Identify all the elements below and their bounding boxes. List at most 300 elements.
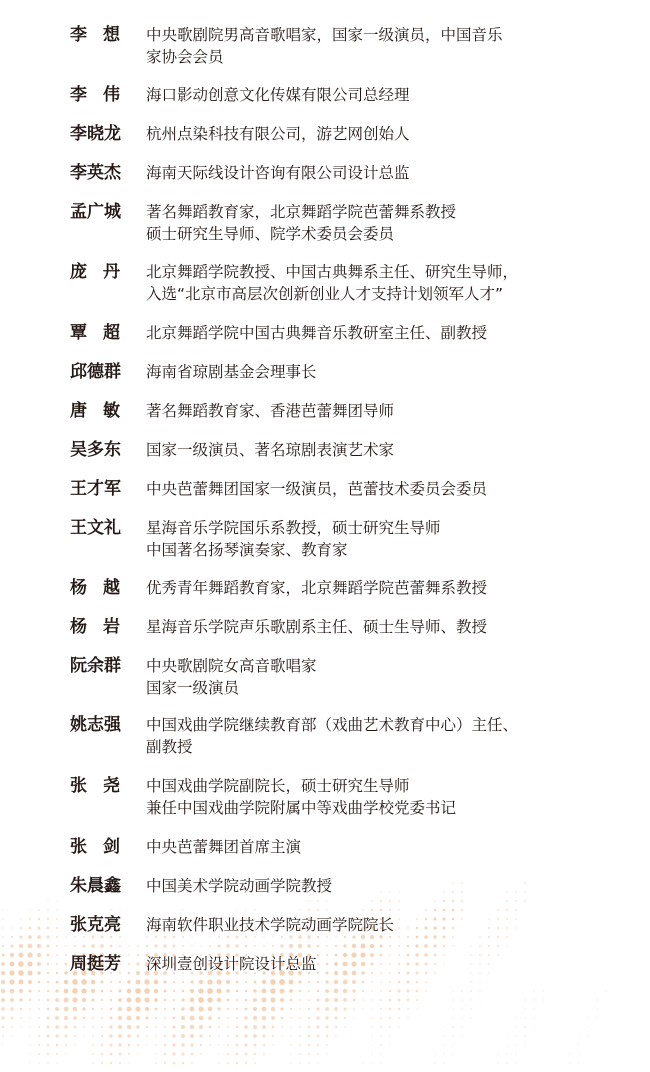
decorative-dot: [218, 1035, 219, 1036]
decorative-dot: [272, 1035, 274, 1037]
decorative-dot: [55, 998, 59, 1002]
decorative-dot: [497, 1062, 498, 1063]
decorative-dot: [72, 988, 78, 994]
decorative-dot: [407, 936, 409, 938]
decorative-dot: [271, 1007, 275, 1011]
decorative-dot: [371, 1017, 372, 1018]
decorative-dot: [164, 1017, 166, 1019]
member-name: 王文礼: [70, 518, 121, 538]
decorative-dot: [137, 1044, 139, 1046]
decorative-dot: [281, 936, 283, 938]
decorative-dot: [371, 1035, 372, 1036]
decorative-dot: [19, 989, 23, 993]
decorative-dot: [272, 945, 274, 947]
description-line: 著名舞蹈教育家、香港芭蕾舞团导师: [146, 402, 395, 420]
decorative-dot: [37, 953, 41, 957]
decorative-dot: [407, 1008, 409, 1010]
decorative-dot: [524, 1017, 526, 1019]
decorative-dot: [290, 999, 293, 1002]
decorative-dot: [298, 944, 302, 948]
member-description: [146, 24, 586, 68]
decorative-dot: [452, 1035, 454, 1037]
decorative-dot: [452, 1017, 453, 1018]
decorative-dot: [254, 1062, 256, 1064]
decorative-dot: [227, 1062, 229, 1064]
decorative-dot: [155, 1026, 157, 1028]
decorative-dot: [155, 936, 157, 938]
decorative-dot: [74, 936, 75, 937]
decorative-dot: [262, 1025, 266, 1029]
decorative-dot: [199, 1025, 203, 1029]
decorative-dot: [100, 944, 104, 948]
decorative-dot: [587, 1026, 588, 1027]
decorative-dot: [524, 1008, 525, 1009]
decorative-dot: [299, 1044, 301, 1046]
decorative-dot: [91, 980, 96, 985]
decorative-dot: [343, 980, 348, 985]
decorative-dot: [110, 909, 111, 910]
decorative-dot: [236, 990, 238, 992]
decorative-dot: [155, 1008, 158, 1011]
decorative-dot: [244, 1016, 247, 1019]
decorative-dot: [299, 909, 300, 910]
decorative-dot: [164, 990, 167, 993]
decorative-dot: [182, 981, 184, 983]
decorative-dot: [146, 945, 148, 947]
member-description: [146, 836, 586, 858]
decorative-dot: [72, 979, 78, 985]
decorative-dot: [371, 1062, 373, 1064]
decorative-dot: [254, 909, 255, 910]
decorative-dot: [38, 1008, 40, 1010]
decorative-dot: [515, 1053, 516, 1054]
decorative-dot: [55, 1025, 59, 1029]
decorative-dot: [47, 909, 49, 911]
decorative-dot: [217, 998, 221, 1002]
decorative-dot: [146, 1044, 147, 1045]
decorative-dot: [172, 1043, 175, 1046]
decorative-dot: [461, 999, 463, 1001]
member-name: 李想: [70, 25, 136, 45]
decorative-dot: [2, 1035, 4, 1037]
decorative-dot: [47, 918, 49, 920]
decorative-dot: [262, 1016, 266, 1020]
decorative-dot: [226, 980, 230, 984]
decorative-dot: [127, 989, 132, 994]
decorative-dot: [227, 1026, 229, 1028]
decorative-dot: [164, 999, 166, 1001]
decorative-dot: [270, 988, 276, 994]
decorative-dot: [461, 1017, 463, 1019]
decorative-dot: [74, 1044, 75, 1045]
decorative-dot: [380, 909, 382, 911]
decorative-dot: [578, 1035, 579, 1036]
decorative-dot: [65, 963, 68, 966]
decorative-dot: [334, 989, 339, 994]
description-line: 著名舞蹈教育家，北京舞蹈学院芭蕾舞系教授: [146, 203, 457, 221]
decorative-dot: [92, 1044, 94, 1046]
decorative-dot: [173, 936, 176, 939]
decorative-dot: [353, 999, 356, 1002]
decorative-dot: [371, 900, 373, 902]
decorative-dot: [73, 1007, 77, 1011]
decorative-dot: [389, 1035, 391, 1037]
decorative-dot: [470, 1008, 471, 1009]
decorative-dot: [81, 979, 87, 985]
decorative-dot: [344, 1008, 347, 1011]
decorative-dot: [146, 1026, 148, 1028]
decorative-dot: [443, 1035, 444, 1036]
member-description: [146, 655, 586, 699]
decorative-dot: [128, 945, 129, 946]
decorative-dot: [352, 944, 357, 949]
decorative-dot: [398, 1017, 400, 1019]
decorative-dot: [317, 1062, 318, 1063]
decorative-dot: [38, 1035, 40, 1037]
member-name: 李晓龙: [70, 124, 121, 144]
member-name: 杨越: [70, 578, 136, 598]
decorative-dot: [362, 990, 364, 992]
decorative-dot: [308, 1017, 310, 1019]
decorative-dot: [136, 1025, 140, 1029]
decorative-dot: [461, 1026, 462, 1027]
decorative-dot: [227, 999, 230, 1002]
decorative-dot: [254, 981, 257, 984]
decorative-dot: [18, 979, 23, 984]
description-line: 中国美术学院动画学院教授: [146, 877, 333, 895]
decorative-dot: [218, 1062, 219, 1063]
decorative-dot: [308, 1053, 310, 1055]
decorative-dot: [443, 900, 445, 902]
decorative-dot: [137, 1035, 140, 1038]
member-description: [146, 478, 586, 500]
decorative-dot: [325, 1025, 328, 1028]
decorative-dot: [38, 999, 40, 1001]
decorative-dot: [218, 936, 220, 938]
decorative-dot: [316, 1016, 319, 1019]
decorative-dot: [299, 999, 301, 1001]
decorative-dot: [56, 909, 58, 911]
member-description: [146, 361, 586, 383]
decorative-dot: [56, 972, 58, 974]
decorative-dot: [190, 998, 195, 1003]
decorative-dot: [398, 936, 400, 938]
decorative-dot: [19, 944, 23, 948]
decorative-dot: [181, 998, 184, 1001]
decorative-dot: [326, 900, 327, 901]
decorative-dot: [334, 1016, 337, 1019]
decorative-dot: [154, 998, 158, 1002]
decorative-dot: [290, 1044, 291, 1045]
decorative-dot: [172, 944, 175, 947]
decorative-dot: [155, 1062, 157, 1064]
decorative-dot: [208, 1007, 213, 1012]
decorative-dot: [83, 1017, 85, 1019]
decorative-dot: [461, 990, 463, 992]
decorative-dot: [18, 961, 24, 967]
decorative-dot: [398, 1026, 400, 1028]
decorative-dot: [317, 990, 319, 992]
decorative-dot: [479, 999, 480, 1000]
decorative-dot: [190, 1016, 195, 1021]
decorative-dot: [515, 1044, 516, 1045]
decorative-dot: [244, 1034, 248, 1038]
decorative-dot: [137, 1053, 138, 1054]
description-line: 海口影动创意文化传媒有限公司总经理: [146, 86, 410, 104]
decorative-dot: [371, 999, 372, 1000]
decorative-dot: [443, 945, 445, 947]
decorative-dot: [11, 1017, 14, 1020]
decorative-dot: [209, 1044, 210, 1045]
decorative-dot: [343, 989, 347, 993]
decorative-dot: [434, 909, 436, 911]
decorative-dot: [434, 1062, 435, 1063]
decorative-dot: [587, 1035, 588, 1036]
decorative-dot: [128, 1053, 130, 1055]
decorative-dot: [11, 1026, 13, 1028]
decorative-dot: [127, 1025, 131, 1029]
decorative-dot: [144, 988, 150, 994]
decorative-dot: [199, 1016, 204, 1021]
decorative-dot: [145, 1016, 148, 1019]
decorative-dot: [182, 909, 183, 910]
decorative-dot: [263, 945, 264, 946]
decorative-dot: [371, 1026, 372, 1027]
decorative-dot: [164, 1026, 166, 1028]
decorative-dot: [190, 1034, 194, 1038]
decorative-dot: [64, 980, 68, 984]
decorative-dot: [452, 999, 453, 1000]
decorative-dot: [245, 981, 247, 983]
decorative-dot: [326, 1044, 328, 1046]
decorative-dot: [191, 1053, 193, 1055]
decorative-dot: [308, 909, 310, 911]
decorative-dot: [452, 1026, 453, 1027]
decorative-dot: [389, 1017, 391, 1019]
decorative-dot: [398, 999, 401, 1002]
decorative-dot: [173, 990, 175, 992]
decorative-dot: [343, 944, 346, 947]
member-name: 王才军: [70, 479, 121, 499]
decorative-dot: [254, 936, 256, 938]
decorative-dot: [28, 971, 33, 976]
member-description: [146, 439, 586, 461]
decorative-dot: [290, 1062, 291, 1063]
decorative-dot: [398, 945, 400, 947]
decorative-dot: [379, 944, 382, 947]
decorative-dot: [200, 1044, 202, 1046]
decorative-dot: [110, 1053, 113, 1056]
decorative-dot: [307, 944, 311, 948]
decorative-dot: [497, 909, 498, 910]
decorative-dot: [155, 1044, 156, 1045]
decorative-dot: [191, 945, 192, 946]
decorative-dot: [198, 997, 204, 1003]
description-line: 硕士研究生导师、院学术委员会委员: [146, 225, 395, 243]
decorative-dot: [515, 1017, 516, 1018]
decorative-dot: [65, 945, 67, 947]
decorative-dot: [533, 1008, 534, 1009]
decorative-dot: [55, 1007, 59, 1011]
decorative-dot: [47, 1017, 50, 1020]
decorative-dot: [443, 1044, 444, 1045]
decorative-dot: [172, 1034, 175, 1037]
decorative-dot: [245, 1062, 247, 1064]
decorative-dot: [236, 1062, 239, 1065]
decorative-dot: [127, 1034, 131, 1038]
decorative-dot: [118, 1043, 121, 1046]
decorative-dot: [1, 980, 5, 984]
decorative-dot: [56, 945, 58, 947]
decorative-dot: [533, 1026, 534, 1027]
decorative-dot: [578, 1062, 579, 1063]
decorative-dot: [335, 1026, 337, 1028]
decorative-dot: [190, 989, 194, 993]
decorative-dot: [227, 1053, 229, 1055]
decorative-dot: [1, 998, 5, 1002]
decorative-dot: [380, 900, 382, 902]
description-line: 兼任中国戏曲学院附属中等戏曲学校党委书记: [146, 799, 457, 817]
decorative-dot: [92, 1062, 94, 1064]
decorative-dot: [370, 944, 374, 948]
decorative-dot: [308, 1062, 310, 1064]
decorative-dot: [335, 936, 336, 937]
decorative-dot: [216, 988, 221, 993]
decorative-dot: [317, 1053, 319, 1055]
decorative-dot: [209, 1026, 212, 1029]
decorative-dot: [443, 1062, 444, 1063]
decorative-dot: [506, 1053, 507, 1054]
description-line: 国家一级演员: [146, 679, 240, 697]
decorative-dot: [128, 1062, 129, 1063]
decorative-dot: [227, 1044, 229, 1046]
decorative-dot: [146, 1035, 148, 1037]
decorative-dot: [38, 1026, 40, 1028]
decorative-dot: [173, 1017, 176, 1020]
decorative-dot: [55, 1034, 58, 1037]
decorative-dot: [20, 1017, 22, 1019]
decorative-dot: [92, 1035, 93, 1036]
decorative-dot: [380, 981, 381, 982]
decorative-dot: [236, 1053, 239, 1056]
decorative-dot: [299, 1062, 301, 1064]
decorative-dot: [154, 980, 159, 985]
decorative-dot: [29, 1017, 30, 1018]
decorative-dot: [118, 1016, 122, 1020]
decorative-dot: [37, 935, 41, 939]
decorative-dot: [56, 936, 58, 938]
decorative-dot: [110, 936, 113, 939]
decorative-dot: [217, 1007, 220, 1010]
member-description: [146, 84, 586, 106]
decorative-dot: [56, 963, 58, 965]
decorative-dot: [533, 999, 534, 1000]
decorative-dot: [163, 980, 166, 983]
decorative-dot: [207, 979, 212, 984]
decorative-dot: [47, 1035, 50, 1038]
member-description: [146, 261, 586, 305]
decorative-dot: [182, 936, 184, 938]
decorative-dot: [452, 990, 453, 991]
decorative-dot: [452, 945, 453, 946]
decorative-dot: [218, 1017, 220, 1019]
decorative-dot: [200, 945, 201, 946]
decorative-dot: [56, 1053, 58, 1055]
decorative-dot: [371, 981, 373, 983]
decorative-dot: [47, 900, 48, 901]
decorative-dot: [181, 1007, 185, 1011]
decorative-dot: [126, 997, 131, 1002]
decorative-dot: [325, 1016, 329, 1020]
decorative-dot: [119, 990, 122, 993]
decorative-dot: [325, 989, 329, 993]
description-line: 海南软件职业技术学院动画学院院长: [146, 916, 395, 934]
decorative-dot: [236, 1044, 239, 1047]
decorative-dot: [27, 961, 32, 966]
decorative-dot: [110, 1017, 113, 1020]
decorative-dot: [524, 900, 525, 901]
decorative-dot: [280, 998, 284, 1002]
decorative-dot: [10, 953, 14, 957]
decorative-dot: [272, 1026, 275, 1029]
decorative-dot: [236, 999, 238, 1001]
decorative-dot: [317, 909, 319, 911]
decorative-dot: [10, 962, 15, 967]
decorative-dot: [110, 999, 112, 1001]
decorative-dot: [173, 1062, 176, 1065]
decorative-dot: [92, 1017, 94, 1019]
decorative-dot: [198, 1006, 203, 1011]
decorative-dot: [272, 1044, 273, 1045]
decorative-dot: [218, 1053, 219, 1054]
decorative-dot: [2, 909, 3, 910]
decorative-dot: [515, 1026, 516, 1027]
decorative-dot: [578, 1044, 579, 1045]
decorative-dot: [380, 1035, 382, 1037]
decorative-dot: [181, 1052, 184, 1055]
decorative-dot: [218, 1044, 219, 1045]
decorative-dot: [308, 1026, 311, 1029]
decorative-dot: [596, 1008, 597, 1009]
decorative-dot: [47, 936, 50, 939]
decorative-dot: [334, 998, 338, 1002]
decorative-dot: [47, 990, 49, 992]
decorative-dot: [110, 990, 112, 992]
decorative-dot: [452, 936, 454, 938]
decorative-dot: [262, 1007, 267, 1012]
decorative-dot: [236, 1008, 238, 1010]
decorative-dot: [398, 981, 401, 984]
decorative-dot: [362, 909, 364, 911]
decorative-dot: [9, 970, 14, 975]
decorative-dot: [317, 1035, 320, 1038]
decorative-dot: [245, 936, 248, 939]
decorative-dot: [47, 945, 50, 948]
decorative-dot: [334, 1007, 338, 1011]
decorative-dot: [470, 981, 471, 982]
decorative-dot: [1, 971, 5, 975]
decorative-dot: [299, 1026, 301, 1028]
decorative-dot: [352, 989, 355, 992]
decorative-dot: [101, 1053, 104, 1056]
decorative-dot: [578, 1053, 579, 1054]
decorative-dot: [199, 1034, 202, 1037]
member-description: [146, 577, 586, 599]
decorative-dot: [236, 1017, 238, 1019]
decorative-dot: [163, 944, 167, 948]
decorative-dot: [245, 909, 246, 910]
decorative-dot: [253, 1043, 256, 1046]
